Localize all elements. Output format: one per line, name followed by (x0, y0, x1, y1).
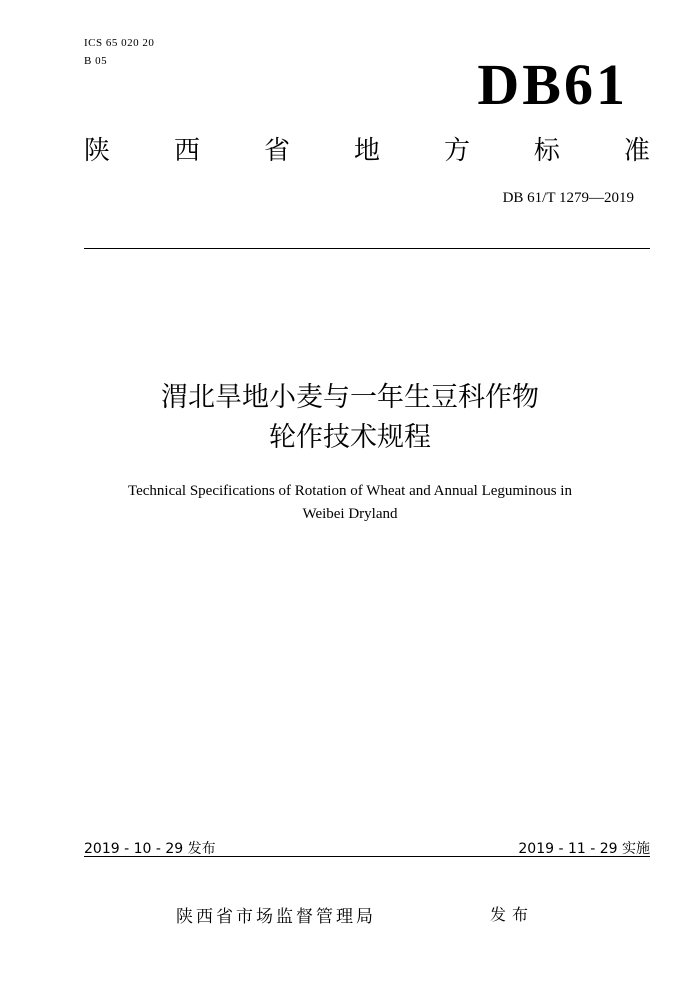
standard-name-char: 陕 (84, 136, 111, 166)
db-code-logo: DB61 (477, 52, 628, 117)
title-english (0, 480, 700, 526)
ics-code: ICS 65 020 20 (84, 37, 155, 49)
title-cn-line2: 轮作技术规程 (269, 422, 431, 453)
standard-name-char: 标 (533, 136, 560, 166)
standard-name-char: 方 (443, 136, 470, 166)
standard-name-char: 省 (263, 136, 290, 166)
standard-name-char: 准 (623, 136, 650, 166)
title-cn-line1: 渭北旱地小麦与一年生豆科作物 (161, 382, 539, 413)
issue-date: 2019 - 10 - 29 发布 (84, 841, 216, 857)
title-chinese (0, 378, 700, 458)
top-divider (84, 248, 650, 249)
issuer: 陕西省市场监督管理局 (176, 907, 376, 927)
classification-code: B 05 (84, 55, 108, 67)
standard-name-char: 西 (173, 136, 200, 166)
title-en-line1: Technical Specifications of Rotation of Wheat and Annual Leguminous in (128, 483, 572, 499)
standard-name-char: 地 (353, 136, 380, 166)
standard-number: DB 61/T 1279—2019 (502, 190, 634, 206)
title-en-line2: Weibei Dryland (302, 506, 398, 522)
issue-label: 发布 (490, 905, 535, 924)
bottom-divider (84, 856, 650, 857)
standard-name (84, 136, 650, 167)
implement-date: 2019 - 11 - 29 实施 (518, 841, 650, 857)
